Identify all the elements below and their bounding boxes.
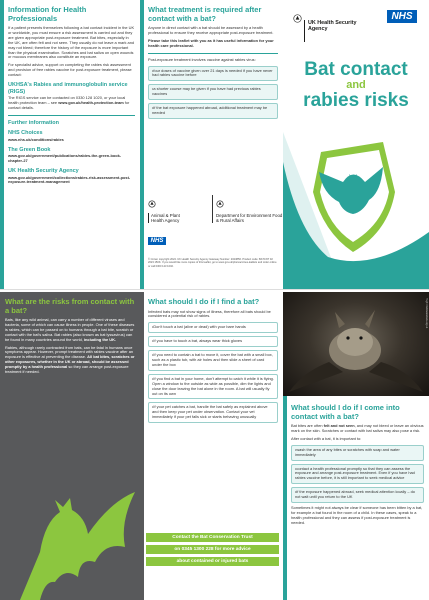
divider	[8, 115, 135, 116]
green-book-heading: The Green Book	[8, 146, 51, 153]
panel-stripe	[140, 292, 144, 600]
body-text: Sometimes it might not always be clear if someone has been bitten by a bat, for example a bat found in the room of a child. In these cases, speak to a health professional and they can assess if post-exposure treatment is needed.	[291, 505, 423, 525]
bullet-box: • if the exposure happened abroad, seek medical attention locally – do not wait until you return to the UK	[291, 487, 424, 503]
panel-stripe	[140, 0, 144, 289]
rigs-heading: UKHSA's Rabies and immunoglobulin service (RIGS)	[8, 82, 128, 95]
body-text: Bat bites are often felt and not seen, and may not bleed or leave an obvious mark on the skin. Scratches or contact with bat saliva may also pose a risk.	[291, 423, 424, 433]
royal-crest-icon	[216, 200, 224, 208]
panel-heading: Information for Health Professionals	[8, 5, 87, 23]
leaflet-inner-side	[0, 292, 429, 600]
nhs-logo: NHS	[148, 237, 166, 245]
nhs-logo: NHS	[387, 10, 417, 23]
panel-heading: What should I do if I find a bat?	[148, 297, 260, 306]
body-text: Rabies, although rarely contracted from bats, can be fatal in humans once symptoms appear. However, prompt treatment with rabies vaccine after an exposure is effective at preventing the disease. All bat bites, scratches or other exposures, whether in the UK or abroad, should be assessed promptly by a health professional so they can arrange post-exposure treatment if needed.	[5, 344, 135, 375]
bullet-box: • wash the area of any bites or scratches with soap and water immediately	[291, 445, 424, 461]
partner-logos	[148, 195, 283, 265]
phone-number[interactable]: 0345 1300 228	[181, 547, 214, 552]
panel-find-bat	[140, 292, 284, 600]
ukhsa-link[interactable]: www.gov.uk/government/collections/rabies-risk-assessment-post-exposure-treatment-management	[8, 174, 131, 185]
nhs-choices-link[interactable]: www.nhs.uk/conditions/rabies	[8, 136, 64, 142]
further-info-heading: Further information	[8, 119, 60, 126]
panel-stripe	[283, 396, 287, 600]
panel-heading: What are the risks from contact with a bat?	[5, 297, 135, 315]
bullet-box: • If you find a bat in your home, don't attempt to catch it while it is flying. Open a window to the outside as wide as possible, dim the lights and close the door leaving the bat alone in the room. A bat will usually fly out on its own	[148, 374, 278, 400]
panel-treatment	[140, 0, 284, 289]
panel-heading: What should I do if I come into contact with a bat?	[291, 403, 400, 421]
bat-photo-image	[283, 292, 429, 396]
bullet-box: • If you have to touch a bat, always wear thick gloves	[148, 336, 278, 347]
panel-stripe	[0, 0, 4, 289]
bullet-box: • If you need to contain a bat to move it, cover the bat with a small box, such as a plastic tub, with air holes and then slide a sheet of card under the box	[148, 350, 278, 371]
bullet-box: • Don't touch a bat (alive or dead) with your bare hands	[148, 322, 278, 333]
apha-logo: Animal & Plant Health Agency	[148, 195, 208, 223]
body-text: Infected bats may not show signs of illness, therefore all bats should be considered a potential risk of rabies.	[148, 308, 271, 319]
contact-line: Contact the Bat Conservation Trust	[146, 533, 279, 542]
green-book-link[interactable]: www.gov.uk/government/publications/rabies-the-green-book-chapter-27	[8, 153, 122, 164]
bullet-box: • a shorter course may be given if you have had previous rabies vaccines	[148, 84, 278, 100]
body-text: After contact with a bat, it is important to:	[291, 435, 362, 441]
rigs-text: The RIGS service can be contacted on 0330 128 1020, or your local health protection team – see www.gov.uk/health-protection-team for contact details.	[8, 95, 130, 110]
royal-crest-icon	[293, 14, 302, 23]
body-text-bold: Please take this leaflet with you as it has useful information for your health care professional.	[148, 37, 274, 48]
body-text: Anyone in direct contact with a bat should be assessed by a health professional to ensure they receive appropriate post-exposure treatment.	[148, 25, 274, 35]
contact-line: on 0345 1300 228 for more advice	[146, 545, 279, 554]
body-text: Bats, like any wild animal, can carry a number of different viruses and bacteria, some of which can cause illness in people. One of these diseases is rabies, which can be passed on to humans through a bat bite, scratch or contact with the bat's saliva. Bat rabies (also known as bat lyssavirus) can be found in many countries around the world, including the UK.	[5, 317, 135, 342]
body-text: Post-exposure treatment involves vaccine against rabies virus:	[148, 56, 256, 62]
defra-logo: Department for Environment Food & Rural Affairs	[212, 195, 284, 223]
bullet-box: • if the bat exposure happened abroad, additional treatment may be needed	[148, 103, 278, 119]
bullet-box: • If your pet catches a bat, handle the bat safely as explained above and then keep your pet under observation. Contact your vet immediately if your pet falls sick or starts behaving unusually	[148, 402, 278, 423]
panel-risks	[0, 292, 140, 600]
divider	[148, 53, 278, 54]
bat-shield-illustration	[283, 122, 429, 289]
body-text: If a patient presents themselves following a bat contact incident in the UK or worldwide, you must ensure a risk assessment is carried out and they are given appropriate post-exposure treatment. Bat bites, especially in the UK, are often felt and not seen. They usually do not leave a mark and may not bleed; therefore the history of the exposure is more important than the physical examination. Scratches and bat saliva on open wounds or mucous membranes also constitute an exposure.	[8, 25, 135, 60]
royal-crest-icon	[148, 200, 156, 208]
body-text: For specialist advice, support on completing the rabies risk assessment and provision of free rabies vaccine for post-exposure treatment, please contact:	[8, 62, 132, 78]
health-protection-link[interactable]: www.gov.uk/health-protection-team	[58, 99, 124, 105]
fineprint: © Crown copyright 2024. UK Health Security Agency Gateway Number: 2023856. Product code: BATCNT 02 2023 150K. If you would like more copies of this leaflet, go to www.gov.uk/phe/vaccines-leaflets and order online or call 0300 123 1002.	[148, 258, 277, 268]
ukhsa-heading: UK Health Security Agency	[8, 168, 79, 174]
contact-line: about contained or injured bats	[146, 557, 279, 566]
leaflet-outer-side	[0, 0, 429, 290]
panel-heading: What treatment is required after contact with a bat?	[148, 5, 262, 23]
ukhsa-logo: UK Health Security Agency	[293, 10, 363, 28]
photo-credit: Hugh Clark/www.bats.org.uk	[425, 298, 428, 329]
bullet-box: • four doses of vaccine given over 21 days is needed if you have never had rabies vaccine before	[148, 66, 278, 82]
panel-contact-bat	[283, 292, 429, 600]
panel-cover	[283, 0, 429, 289]
bat-photo	[283, 292, 429, 396]
bat-silhouette-illustration	[0, 462, 140, 600]
cover-title: Bat contact and rabies risks	[303, 59, 409, 111]
panel-health-professionals	[0, 0, 141, 289]
bullet-box: • contact a health professional promptly so that they can assess the exposure and arrange post-exposure treatment. Even if you have had rabies vaccine before, it is still important to seek medical advice	[291, 464, 424, 485]
nhs-choices-heading: NHS Choices	[8, 130, 43, 137]
